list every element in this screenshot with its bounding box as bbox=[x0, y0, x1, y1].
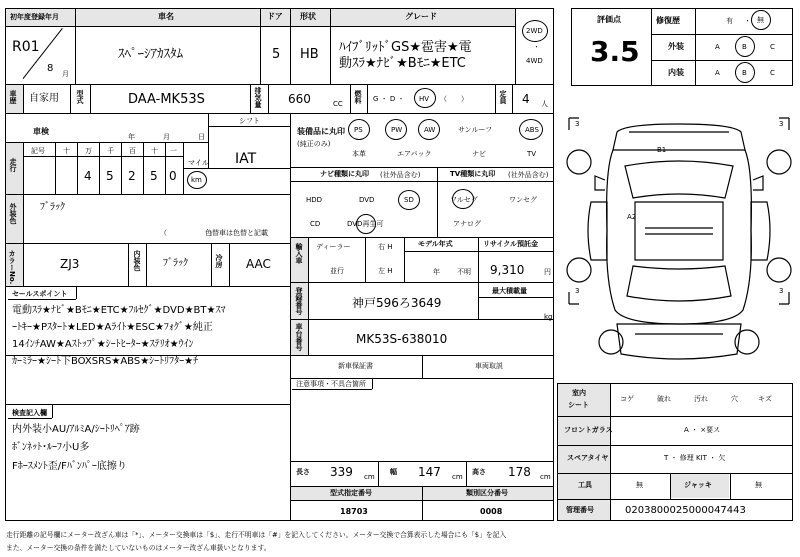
cc-unit: CC bbox=[333, 100, 343, 108]
ac-value: AAC bbox=[246, 257, 271, 271]
sd-circle bbox=[398, 190, 420, 210]
model-year-label: モデル年式 bbox=[418, 240, 453, 248]
type-designation-value: 18703 bbox=[340, 507, 368, 516]
inspection-month-unit: 月 bbox=[163, 133, 170, 141]
fuel-paren: （ ） bbox=[440, 95, 468, 103]
mileage-label: 走行 bbox=[9, 158, 17, 172]
score-label: 評価点 bbox=[597, 15, 621, 24]
import-label: 輸入車 bbox=[295, 243, 303, 264]
inspection-year-unit: 年 bbox=[128, 133, 135, 141]
body-shape: HB bbox=[300, 47, 319, 62]
mileage-digit-3: 5 bbox=[106, 169, 114, 183]
seat-item-1: コゲ bbox=[620, 395, 634, 403]
car-name: ｽﾍﾟｰｼｱｶｽﾀﾑ bbox=[118, 47, 183, 62]
height-label: 高さ bbox=[472, 468, 486, 476]
navi-note: (社外品含む) bbox=[380, 171, 421, 179]
equip-sunroof: サンルーフ bbox=[458, 126, 493, 134]
inspector-label: 検査記入欄 bbox=[12, 409, 47, 417]
equip-aw: AW bbox=[424, 126, 436, 134]
navi-dvd: DVD bbox=[359, 196, 375, 204]
tv-fullseg: フルセグ bbox=[450, 196, 478, 204]
grade-line-2: 動ｽﾗ★ﾅﾋﾞ★Bﾓﾆ★ETC bbox=[339, 56, 466, 71]
windshield-value: A ・ ×要ス bbox=[684, 426, 721, 434]
import-left-h: 左 H bbox=[378, 267, 393, 275]
length-unit: cm bbox=[364, 473, 375, 481]
mileage-digit-5: 5 bbox=[150, 169, 158, 183]
navi-cd: CD bbox=[310, 220, 321, 228]
import-parallel: 並行 bbox=[330, 267, 344, 275]
equip-ps: PS bbox=[354, 126, 363, 134]
ps-circle bbox=[348, 119, 370, 140]
diagram-corner-tr: 3 bbox=[779, 120, 784, 128]
equip-leather: 本革 bbox=[352, 150, 366, 158]
length-value: 339 bbox=[330, 465, 353, 479]
diagram-corner-br: 3 bbox=[779, 287, 784, 295]
equip-pw: PW bbox=[391, 126, 403, 134]
fuel-label: 燃料 bbox=[354, 90, 362, 104]
capacity-label: 定員 bbox=[499, 90, 507, 104]
equip-navi: ナビ bbox=[472, 150, 486, 158]
displacement-label: 排気量 bbox=[254, 87, 262, 108]
shape-label: 形状 bbox=[300, 12, 316, 21]
tv-note: (社外品含む) bbox=[508, 171, 549, 179]
seat-item-5: キズ bbox=[758, 395, 772, 403]
digit-label-4: 百 bbox=[129, 147, 136, 155]
model-value: DAA-MK53S bbox=[128, 92, 205, 107]
ac-label: 冷房 bbox=[215, 254, 223, 268]
first-reg-month: 8 bbox=[47, 63, 54, 74]
model-year-unknown: 不明 bbox=[457, 268, 471, 276]
car-name-label: 車名 bbox=[158, 12, 174, 21]
capacity-value: 4 bbox=[522, 92, 530, 106]
mile-label: マイル bbox=[188, 159, 209, 167]
color-no-value: ZJ3 bbox=[60, 257, 80, 271]
recycle-label: リサイクル預託金 bbox=[483, 240, 539, 248]
dvd-play-circle bbox=[356, 214, 376, 234]
pw-circle bbox=[385, 119, 407, 140]
usage-value: 自家用 bbox=[29, 93, 59, 104]
inspector-line-2: ﾎﾞﾝﾈｯﾄ･ﾙｰﾌ小U多 bbox=[12, 442, 90, 453]
mileage-digit-4: 2 bbox=[128, 169, 136, 183]
navi-title: ナビ種類に丸印 bbox=[320, 170, 369, 178]
model-year-unit: 年 bbox=[433, 268, 440, 276]
height-value: 178 bbox=[508, 465, 531, 479]
max-load-unit: kg bbox=[544, 313, 553, 321]
shift-value: IAT bbox=[235, 151, 257, 167]
height-unit: cm bbox=[540, 473, 551, 481]
width-value: 147 bbox=[418, 465, 441, 479]
diagram-corner-bl: 3 bbox=[575, 287, 580, 295]
diagram-label-a2: A2 bbox=[627, 213, 637, 221]
equip-airbag: エアバック bbox=[397, 150, 432, 158]
color-no-label: カラーNo. bbox=[8, 250, 16, 285]
mileage-digit-6: 0 bbox=[169, 169, 177, 183]
km-label: km bbox=[191, 176, 202, 184]
inspector-line-3: Fﾎｰｽﾒﾝﾄ歪/Fﾊﾞﾝﾊﾟｰ底擦り bbox=[12, 461, 127, 472]
mileage-digit-2: 4 bbox=[84, 169, 92, 183]
tv-analog: アナログ bbox=[453, 220, 481, 228]
repair-no: 無 bbox=[757, 16, 764, 24]
new-car-warranty: 新車保証書 bbox=[338, 362, 373, 370]
registration-label: 登録番号 bbox=[295, 287, 303, 315]
navi-hdd: HDD bbox=[306, 196, 323, 204]
control-label: 管理番号 bbox=[566, 506, 594, 514]
drive-2wd: 2WD bbox=[526, 27, 543, 35]
exterior-label: 外装 bbox=[668, 42, 684, 51]
navi-sd: SD bbox=[404, 196, 414, 204]
diagram-label-b1: B1 bbox=[657, 146, 667, 154]
door-count: 5 bbox=[272, 47, 281, 62]
seat-label-2: シート bbox=[568, 401, 589, 409]
exterior-color-value: ﾌﾞﾗｯｸ bbox=[40, 202, 65, 213]
digit-label-2: 万 bbox=[85, 147, 92, 155]
first-reg-month-unit: 月 bbox=[62, 70, 69, 78]
fullseg-circle bbox=[452, 189, 474, 209]
equipment-note: (純正のみ) bbox=[297, 140, 331, 148]
spare-value: T ・ 修理 KIT ・ 欠 bbox=[664, 454, 726, 462]
seat-item-4: 穴 bbox=[731, 395, 738, 403]
mileage-kigo: 記号 bbox=[31, 147, 45, 155]
tools-value: 無 bbox=[636, 481, 643, 489]
repaint-label: 色替車は色替と記載 bbox=[205, 229, 268, 237]
inspection-label: 車検 bbox=[33, 127, 49, 136]
sales-line-4: ｶｰﾐﾗｰ★ｼｰﾄ下BOXSRS★ABS★ｼｰﾄﾘﾌﾀｰ★ﾁ bbox=[12, 356, 199, 367]
exterior-grade-a: A bbox=[715, 43, 720, 51]
digit-label-3: 千 bbox=[107, 147, 114, 155]
repair-label: 修復歴 bbox=[656, 16, 680, 25]
model-label: 型式 bbox=[76, 90, 84, 104]
drive-dot: ・ bbox=[533, 43, 540, 51]
exterior-grade-b: B bbox=[742, 43, 747, 51]
usage-label: 車歴 bbox=[9, 90, 17, 104]
car-damage-diagram bbox=[565, 110, 793, 372]
tv-title: TV種類に丸印 bbox=[450, 170, 496, 178]
caution-label: 注意事項・不具合箇所 bbox=[296, 380, 366, 388]
fuel-options: G ・ D ・ bbox=[373, 95, 405, 103]
first-reg-year: R01 bbox=[12, 39, 40, 55]
registration-value: 神戸596ろ3649 bbox=[352, 296, 442, 310]
exterior-grade-c: C bbox=[770, 43, 775, 51]
spare-label: スペアタイヤ bbox=[567, 454, 609, 462]
interior-color-value: ﾌﾞﾗｯｸ bbox=[163, 258, 188, 269]
type-designation-label: 型式指定番号 bbox=[330, 489, 372, 497]
grade-label: グレード bbox=[405, 12, 437, 21]
max-load-label: 最大積載量 bbox=[492, 287, 527, 295]
drive-4wd: 4WD bbox=[526, 57, 543, 65]
recycle-value: 9,310 bbox=[490, 263, 525, 277]
repair-yes: 有 bbox=[726, 17, 733, 25]
sales-line-3: 14ｲﾝﾁAW★Aｽﾄｯﾌﾟ★ｼｰﾄﾋｰﾀｰ★ｽﾃﾘｵ★ｳｲﾝ bbox=[12, 339, 194, 350]
control-value: 0203800025000047443 bbox=[625, 505, 746, 516]
tv-oneseg: ワンセグ bbox=[509, 196, 537, 204]
displacement-value: 660 bbox=[288, 92, 311, 106]
footer-line-2: また、メーター交換の条件を満たしていないものはメーター改ざん車扱いとなります。 bbox=[6, 544, 271, 552]
equipment-title: 装備品に丸印 bbox=[297, 127, 345, 136]
width-label: 幅 bbox=[390, 468, 397, 476]
category-value: 0008 bbox=[480, 507, 503, 516]
inspector-line-1: 内外装小AU/ｱﾙﾐA/ｼｰﾄﾘﾍﾟｱ跡 bbox=[12, 424, 140, 435]
diagram-corner-tl: 3 bbox=[575, 120, 580, 128]
equip-tv: TV bbox=[527, 150, 537, 158]
aw-circle bbox=[418, 119, 440, 140]
interior-grade-a: A bbox=[715, 69, 720, 77]
seat-label-1: 室内 bbox=[572, 389, 586, 397]
windshield-label: フロントガラス bbox=[564, 426, 613, 434]
digit-label-6: 一 bbox=[170, 147, 177, 155]
chassis-label: 車台番号 bbox=[295, 323, 303, 351]
interior-label: 内装 bbox=[668, 68, 684, 77]
import-right-h: 右 H bbox=[378, 243, 393, 251]
sales-line-2: ｰﾄｷｰ★Pｽﾀｰﾄ★LED★Aﾗｲﾄ★ESC★ﾌｫｸﾞ★純正 bbox=[12, 322, 213, 333]
inspection-day-unit: 日 bbox=[198, 133, 205, 141]
repair-dot: ・ bbox=[744, 17, 751, 25]
exterior-color-paren: （ ） bbox=[160, 229, 216, 237]
chassis-value: MK53S-638010 bbox=[356, 332, 448, 346]
seat-item-2: 破れ bbox=[657, 395, 671, 403]
interior-color-label: 内装色 bbox=[133, 250, 141, 271]
first-reg-label: 初年度登録年月 bbox=[10, 13, 59, 21]
length-label: 長さ bbox=[296, 468, 310, 476]
import-dealer: ディーラー bbox=[316, 243, 351, 251]
navi-dvd-play: DVD再生可 bbox=[347, 220, 384, 228]
score-value: 3.5 bbox=[590, 35, 640, 68]
capacity-unit: 人 bbox=[541, 100, 548, 108]
jack-label: ジャッキ bbox=[684, 481, 712, 489]
fuel-selected: HV bbox=[419, 95, 430, 103]
exterior-color-label: 外装色 bbox=[9, 203, 17, 224]
sales-points-label: セールスポイント bbox=[12, 290, 68, 298]
jack-value: 無 bbox=[755, 481, 762, 489]
recycle-unit: 円 bbox=[544, 268, 551, 276]
vehicle-manual: 車両取説 bbox=[475, 362, 503, 370]
tools-label: 工具 bbox=[578, 481, 592, 489]
door-label: ドア bbox=[267, 12, 283, 21]
interior-grade-c: C bbox=[770, 69, 775, 77]
digit-label-1: 十 bbox=[63, 147, 70, 155]
footer-line-1: 走行距離の記号欄にメーター改ざん車は「*」、メーター交換車は「$」、走行不明車は「#」を記入してください。メーター交換で合算表示した場合にも「$」を記入 bbox=[6, 531, 507, 539]
sales-line-1: 電動ｽﾗ★ﾅﾋﾞ★Bﾓﾆ★ETC★ﾌﾙｾｸﾞ★DVD★BT★ｽﾏ bbox=[12, 305, 226, 316]
equip-abs: ABS bbox=[525, 126, 539, 134]
width-unit: cm bbox=[452, 473, 463, 481]
category-label: 類別区分番号 bbox=[466, 489, 508, 497]
seat-item-3: 汚れ bbox=[694, 395, 708, 403]
abs-circle bbox=[519, 119, 543, 140]
shift-label: シフト bbox=[239, 117, 260, 125]
interior-grade-b: B bbox=[742, 69, 747, 77]
grade-line-1: ﾊｲﾌﾞﾘｯﾄﾞGS★雹害★電 bbox=[339, 40, 472, 55]
digit-label-5: 十 bbox=[151, 147, 158, 155]
